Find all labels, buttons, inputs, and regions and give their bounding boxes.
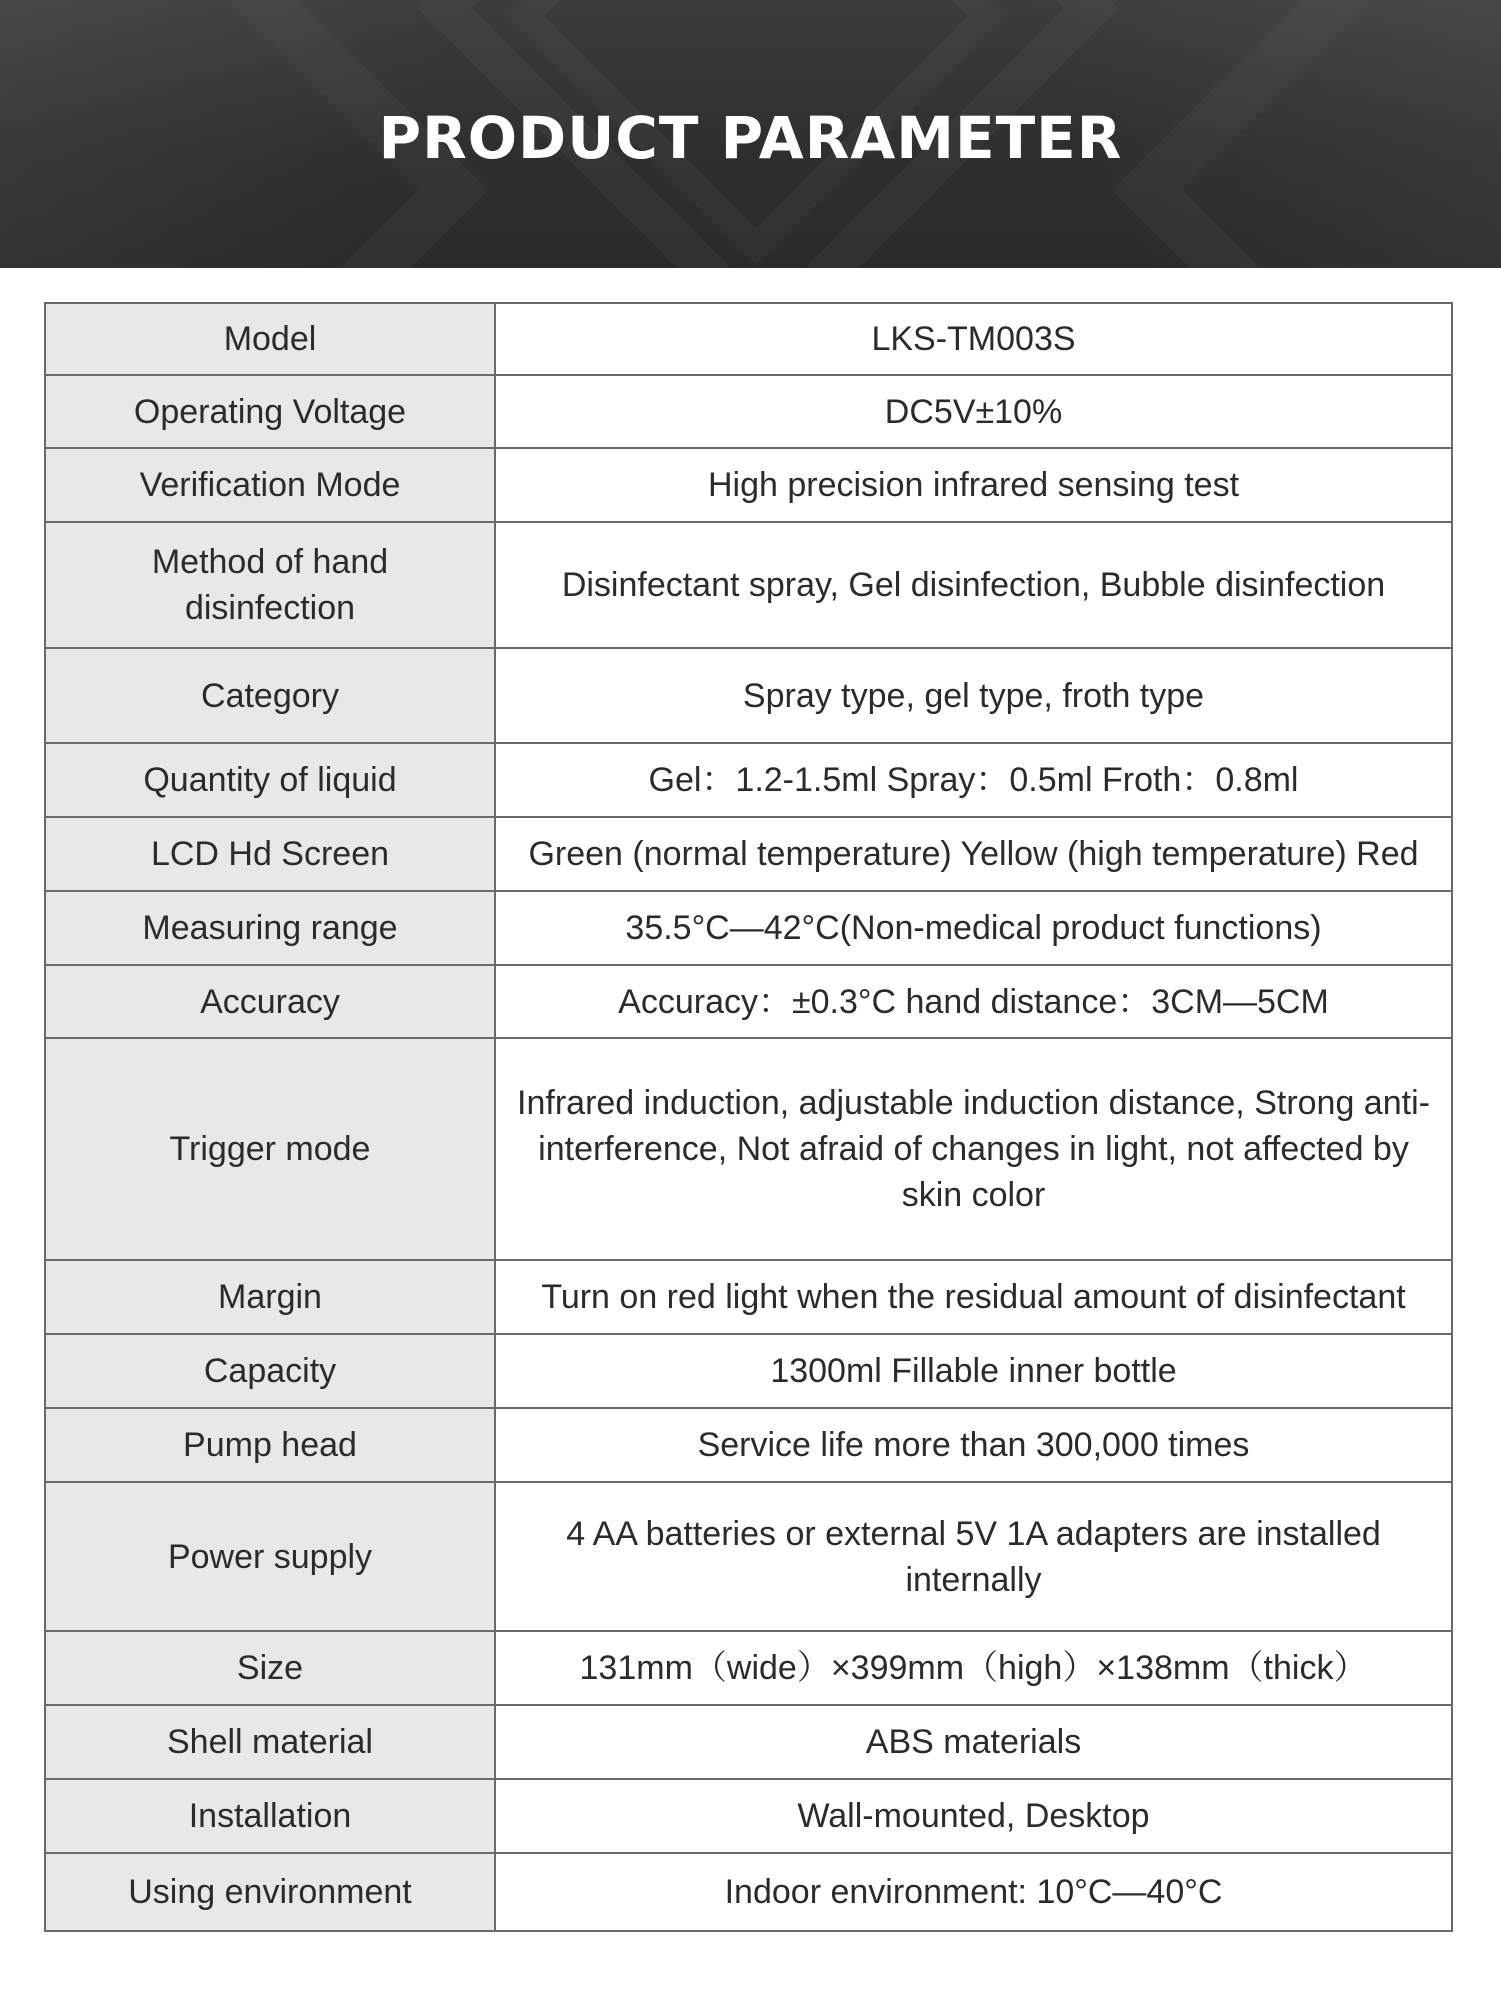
param-value-hand-disinfection: Disinfectant spray, Gel disinfection, Bubble disinfection [495,522,1452,648]
param-value-installation: Wall-mounted, Desktop [495,1779,1452,1853]
param-value-measuring-range: 35.5°C—42°C(Non-medical product functions) [495,891,1452,965]
param-value-pump-head: Service life more than 300,000 times [495,1408,1452,1482]
param-label-model: Model [45,303,495,375]
table-row [45,1779,1452,1853]
param-value-power-supply: 4 AA batteries or external 5V 1A adapters are installed internally [495,1482,1452,1631]
param-value-accuracy: Accuracy：±0.3°C hand distance：3CM—5CM [495,965,1452,1038]
table-row [45,1408,1452,1482]
param-label-quantity-of-liquid: Quantity of liquid [45,743,495,817]
page-title: PRODUCT PARAMETER [378,104,1123,172]
param-value-using-environment: Indoor environment: 10°C—40°C [495,1853,1452,1931]
param-label-trigger-mode: Trigger mode [45,1038,495,1260]
param-label-measuring-range: Measuring range [45,891,495,965]
table-row [45,522,1452,648]
param-label-verification-mode: Verification Mode [45,448,495,522]
header-banner [0,0,1501,268]
table-row [45,817,1452,891]
table-row [45,1705,1452,1779]
param-value-trigger-mode: Infrared induction, adjustable induction distance, Strong anti-interference, Not afraid of changes in light, not affected by skin color [495,1038,1452,1260]
table-row [45,648,1452,743]
table-row [45,1482,1452,1631]
param-label-installation: Installation [45,1779,495,1853]
param-value-quantity-of-liquid: Gel：1.2-1.5ml Spray：0.5ml Froth：0.8ml [495,743,1452,817]
param-label-power-supply: Power supply [45,1482,495,1631]
param-value-verification-mode: High precision infrared sensing test [495,448,1452,522]
table-row [45,743,1452,817]
param-label-lcd-screen: LCD Hd Screen [45,817,495,891]
param-value-shell-material: ABS materials [495,1705,1452,1779]
param-value-size: 131mm（wide）×399mm（high）×138mm（thick） [495,1631,1452,1705]
parameter-table [44,302,1453,1932]
param-value-category: Spray type, gel type, froth type [495,648,1452,743]
table-row [45,1334,1452,1408]
table-row [45,303,1452,375]
param-value-lcd-screen: Green (normal temperature) Yellow (high temperature) Red [495,817,1452,891]
table-row [45,965,1452,1038]
param-label-shell-material: Shell material [45,1705,495,1779]
table-row [45,375,1452,448]
param-label-using-environment: Using environment [45,1853,495,1931]
param-label-hand-disinfection: Method of hand disinfection [45,522,495,648]
table-row [45,1631,1452,1705]
table-row [45,1853,1452,1931]
param-label-operating-voltage: Operating Voltage [45,375,495,448]
param-value-model: LKS-TM003S [495,303,1452,375]
param-label-category: Category [45,648,495,743]
param-label-capacity: Capacity [45,1334,495,1408]
param-label-pump-head: Pump head [45,1408,495,1482]
param-label-margin: Margin [45,1260,495,1334]
table-row [45,448,1452,522]
param-value-margin: Turn on red light when the residual amount of disinfectant [495,1260,1452,1334]
param-label-size: Size [45,1631,495,1705]
table-row [45,891,1452,965]
table-row [45,1038,1452,1260]
table-row [45,1260,1452,1334]
param-label-accuracy: Accuracy [45,965,495,1038]
param-value-operating-voltage: DC5V±10% [495,375,1452,448]
param-value-capacity: 1300ml Fillable inner bottle [495,1334,1452,1408]
